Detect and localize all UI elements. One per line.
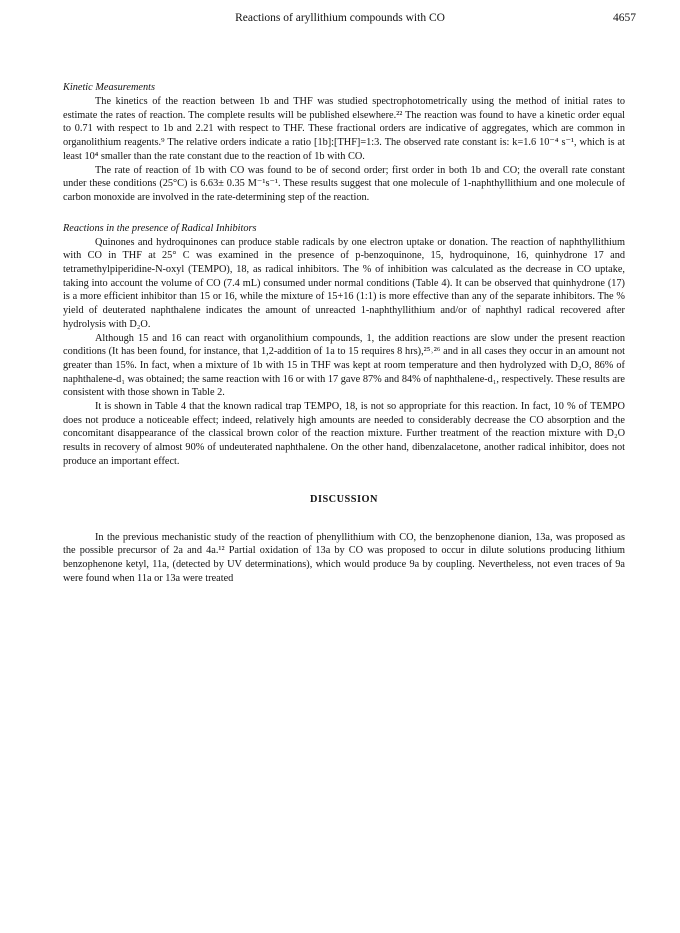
section-heading-radical-inhibitors: Reactions in the presence of Radical Inhibitors bbox=[63, 222, 257, 234]
section-heading-kinetic: Kinetic Measurements bbox=[63, 82, 155, 93]
paragraph-discussion-1: In the previous mechanistic study of the reaction of phenyllithium with CO, the benzophenone dianion, 13a, was proposed as the possible precursor of 2a and 4a.¹² Partial oxidation of 13a by CO was proposed to occur in dilute solutions producing lithium benzophenone ketyl, 11a, (detected by UV determinations), which would produce 9a by coupling. Nevertheless, not even traces of 9a were found when 11a or 13a were treated bbox=[63, 531, 625, 584]
article-body bbox=[63, 80, 625, 585]
running-header bbox=[0, 10, 680, 26]
paragraph-kinetic-1: The kinetics of the reaction between 1b and THF was studied spectrophotometrically using the method of initial rates to estimate the rates of reaction. The complete results will be published elsewhere.²² The reaction was found to have a kinetic order equal to 0.71 with respect to 1b and 2.21 with respect to THF. These fractional orders are indicative of aggregates, which are common in organolithium reagents.⁹ The relative orders indicate a ratio [1b]:[THF]=1:3. The observed rate constant is: k=1.6 10⁻⁴ s⁻¹, which is at least 10⁴ smaller than the rate constant due to the reaction of 1b with CO. bbox=[63, 96, 625, 162]
section-spacer bbox=[63, 469, 625, 493]
page-number: 4657 bbox=[613, 12, 636, 24]
section-spacer bbox=[63, 205, 625, 221]
section-spacer bbox=[63, 507, 625, 531]
paragraph-radical-1: Quinones and hydroquinones can produce stable radicals by one electron uptake or donation. The reaction of naphthyllithium with CO in THF at 25° C was examined in the presence of p-benzoquinone, 15, hydroquinone, 16, quinhydrone 17 and tetramethylpiperidine-N-oxyl (TEMPO), 18, as radical inhibitors. The % of inhibition was calculated as the decrease in CO uptake, taking into account the volume of CO (7.4 mL) consumed under normal conditions (Table 4). It can be observed that quinhydrone (17) is a more efficient inhibitor than 15 or 16, while the mixture of 15+16 (1:1) is more effective than any of the separate inhibitors. The % yield of deuterated naphthalene indicates the amount of unreacted 1-naphthyllithium and/or of naphthyl radical recovered after hydrolysis with D₂O. bbox=[63, 236, 625, 330]
paragraph-radical-2: Although 15 and 16 can react with organolithium compounds, 1, the addition reactions are slow under the present reaction conditions (It has been found, for instance, that 1,2-addition of 1a to 15 requires 8 hrs),²⁵˒²⁶ and in all cases they occur in an amount not greater than 15%. In fact, when a mixture of 1b with 15 in THF was kept at room temperature and then hydrolyzed with D₂O, 86% of naphthalene-d₁ was obtained; the same reaction with 16 or with 17 gave 87% and 84% of naphthalene-d₁, respectively. These results are consistent with those shown in Table 2. bbox=[63, 332, 625, 399]
paragraph-kinetic-2: The rate of reaction of 1b with CO was found to be of second order; first order in both 1b and CO; the overall rate constant under these conditions (25°C) is 6.63± 0.35 M⁻¹s⁻¹. These results suggest that one molecule of 1-naphthyllithium and one molecule of carbon monoxide are involved in the rate-determining step of the reaction. bbox=[63, 164, 625, 203]
section-heading-discussion: DISCUSSION bbox=[310, 493, 378, 505]
running-title: Reactions of aryllithium compounds with CO bbox=[235, 12, 445, 24]
paragraph-radical-3: It is shown in Table 4 that the known radical trap TEMPO, 18, is not so appropriate for this reaction. In fact, 10 % of TEMPO does not produce a noticeable effect; indeed, relatively high amounts are needed to considerably decrease the CO absorption and the concomitant disappearance of the classical brown color of the reaction mixture. Further treatment of the reaction mixture with D₂O results in recovery of almost 90% of undeuterated naphthalene. On the other hand, dibenzalacetone, another radical inhibitor, does not produce an important effect. bbox=[63, 401, 625, 467]
